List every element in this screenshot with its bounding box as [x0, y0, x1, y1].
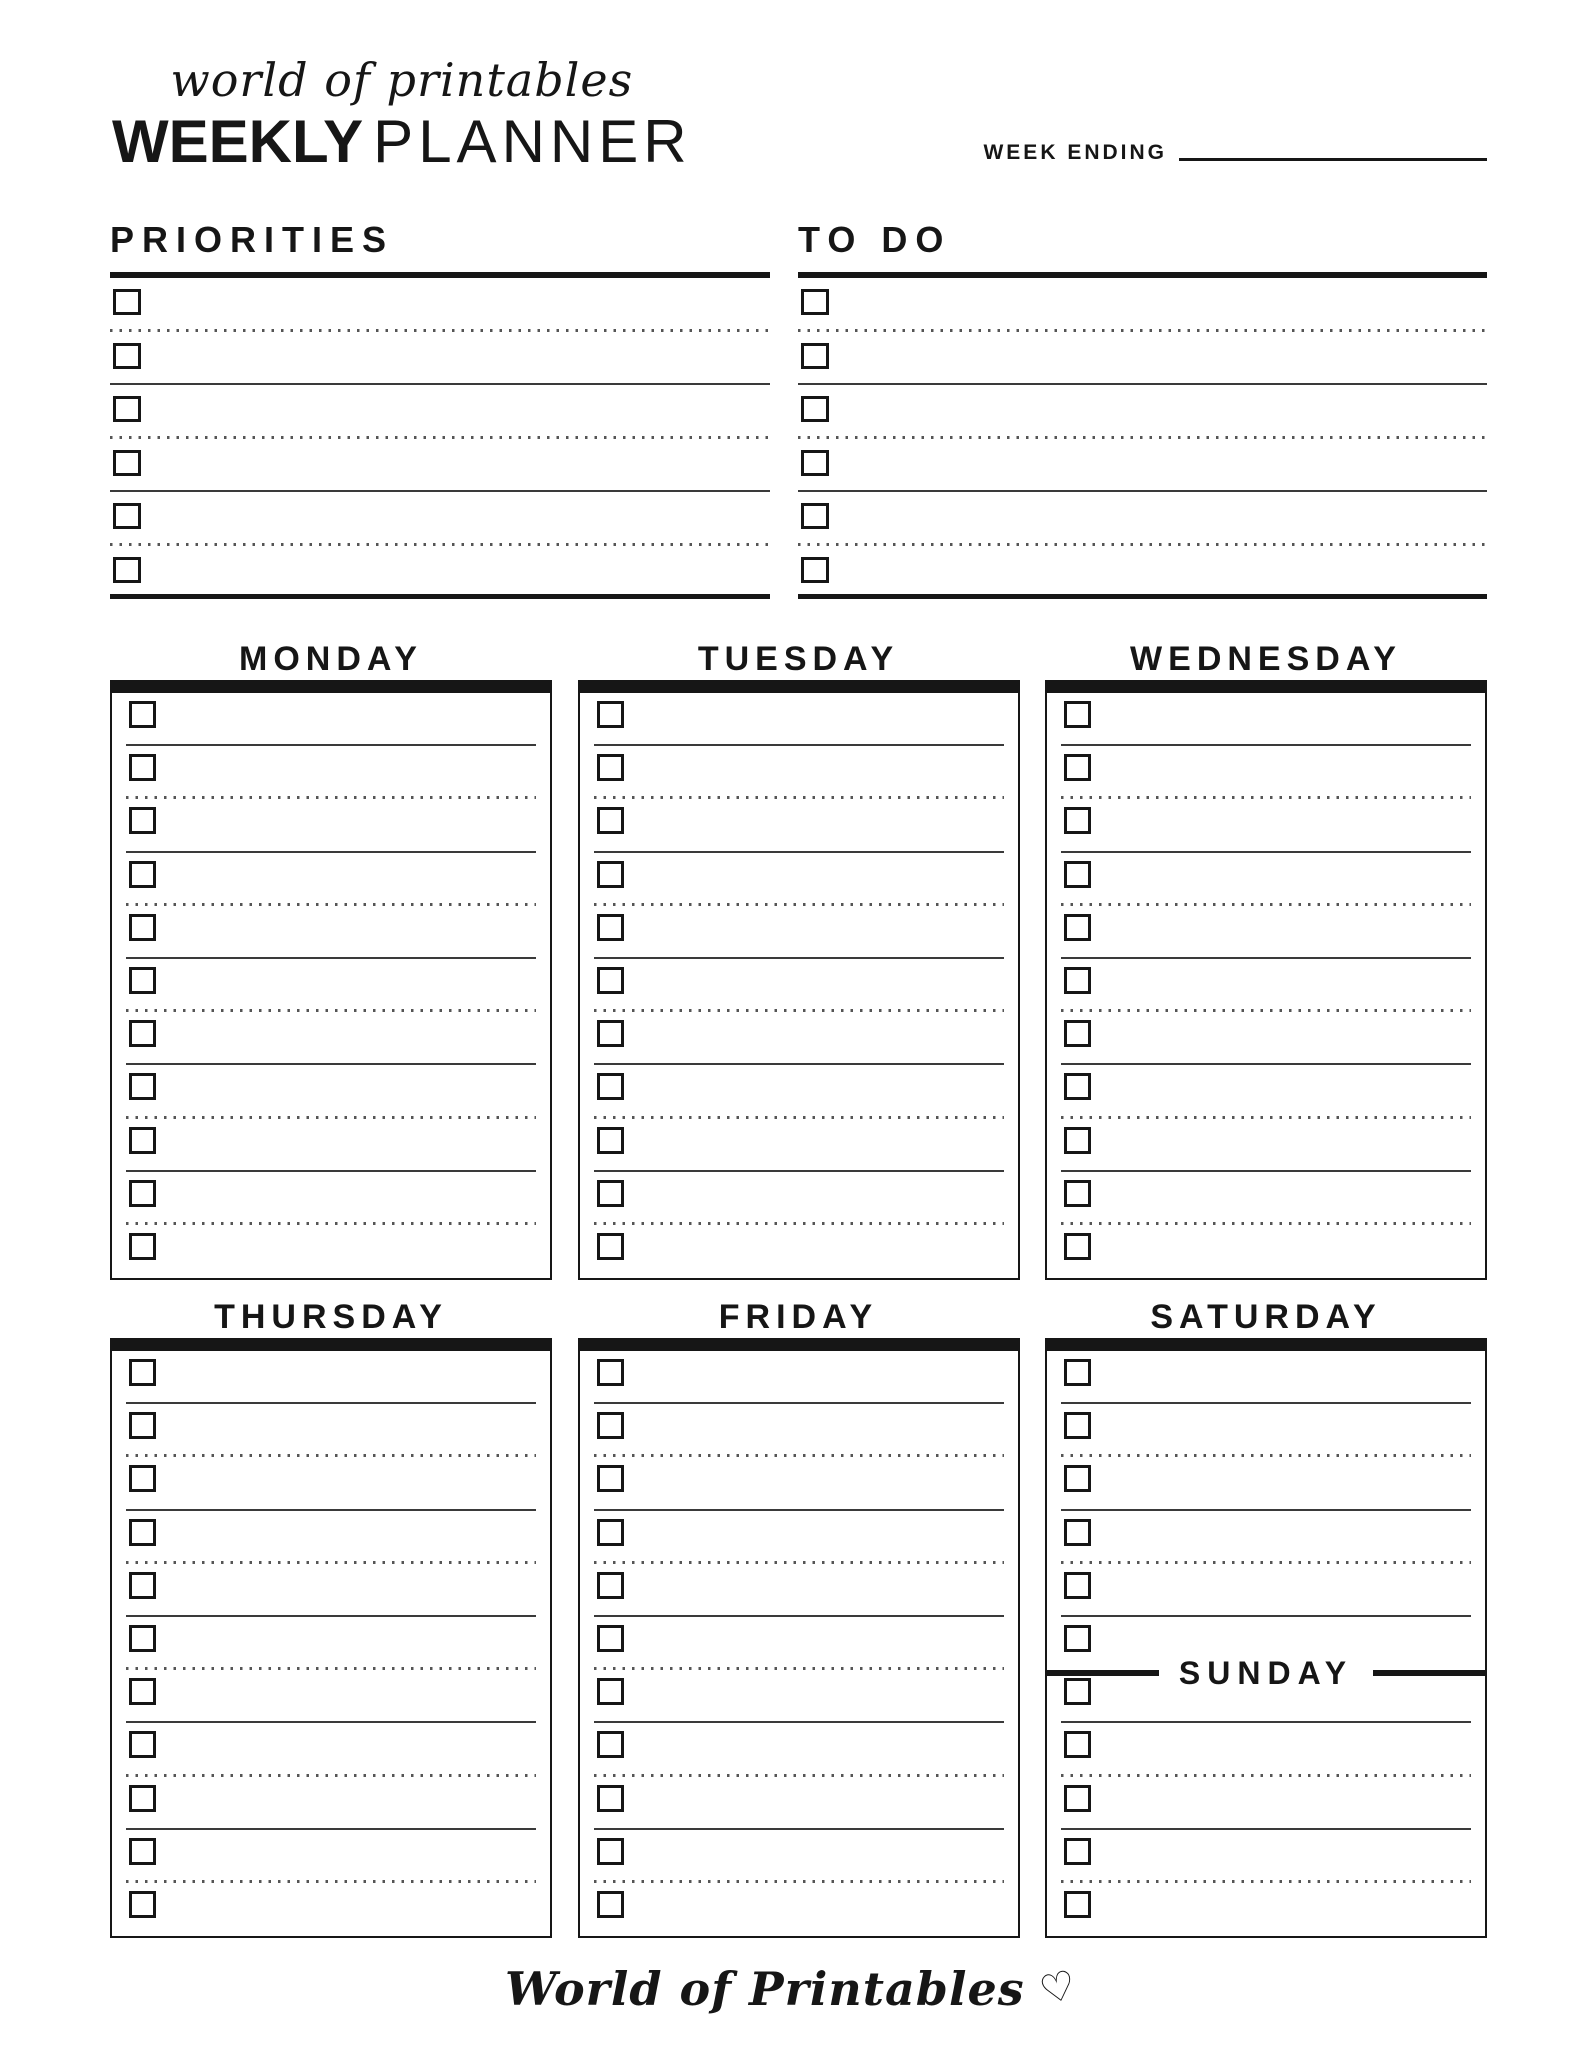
checkbox[interactable] [1064, 1073, 1091, 1100]
checkbox[interactable] [113, 503, 141, 529]
heart-icon: ♡ [1035, 1961, 1082, 2015]
checklist-row [1047, 959, 1485, 1012]
checkbox[interactable] [129, 1359, 156, 1386]
checklist-row [580, 693, 1018, 746]
checklist-row [1047, 1830, 1485, 1883]
checkbox[interactable] [1064, 807, 1091, 834]
checklist-row [1047, 693, 1485, 746]
checkbox[interactable] [1064, 1359, 1091, 1386]
checkbox[interactable] [1064, 1891, 1091, 1918]
checkbox[interactable] [129, 754, 156, 781]
checkbox[interactable] [597, 1180, 624, 1207]
checklist-row [112, 1670, 550, 1723]
checkbox[interactable] [1064, 1678, 1091, 1705]
checkbox[interactable] [1064, 861, 1091, 888]
checkbox[interactable] [1064, 701, 1091, 728]
checklist-row [798, 492, 1487, 546]
checklist-row [580, 1172, 1018, 1225]
day-box-thursday [110, 1338, 552, 1938]
checklist-row [112, 1225, 550, 1278]
checklist-row [1047, 1883, 1485, 1936]
checklist-row [1047, 1172, 1485, 1225]
checklist-row [112, 1883, 550, 1936]
checklist-row [798, 385, 1487, 439]
checklist-row [580, 1883, 1018, 1936]
checklist-row [112, 1065, 550, 1118]
checklist-row [1047, 1012, 1485, 1065]
checklist-row [110, 439, 770, 493]
checkbox[interactable] [129, 1127, 156, 1154]
checkbox[interactable] [1064, 1020, 1091, 1047]
checklist-row [580, 746, 1018, 799]
day-column-saturday-sunday [1045, 1300, 1487, 1938]
checklist-row [580, 1830, 1018, 1883]
section-bottom-rule [110, 594, 770, 599]
checklist-row [580, 1617, 1018, 1670]
checklist-row [580, 1670, 1018, 1723]
checkbox[interactable] [597, 1412, 624, 1439]
checkbox[interactable] [1064, 967, 1091, 994]
checklist-row [580, 1351, 1018, 1404]
checklist-row [112, 799, 550, 852]
todo-section [798, 219, 1487, 599]
checklist-row [580, 1564, 1018, 1617]
checklist-row [112, 906, 550, 959]
checkbox[interactable] [1064, 1572, 1091, 1599]
checklist-row [112, 1119, 550, 1172]
day-title-thursday: THURSDAY [214, 1298, 448, 1336]
checkbox[interactable] [597, 967, 624, 994]
brand-header [112, 50, 692, 188]
brand-script-logo: world of printables [170, 53, 634, 107]
checkbox[interactable] [129, 914, 156, 941]
page-title [112, 108, 692, 188]
checklist-row [110, 385, 770, 439]
checkbox[interactable] [129, 1572, 156, 1599]
checklist-row [110, 492, 770, 546]
checkbox[interactable] [1064, 1838, 1091, 1865]
checklist-row [112, 693, 550, 746]
day-box-tuesday [578, 680, 1020, 1280]
checklist-row [112, 1012, 550, 1065]
checkbox[interactable] [113, 450, 141, 476]
checkbox[interactable] [129, 1465, 156, 1492]
checklist-row [798, 332, 1487, 386]
footer [0, 1962, 1583, 2016]
checklist-row [580, 853, 1018, 906]
checklist-row [1047, 1617, 1485, 1692]
checkbox[interactable] [597, 1838, 624, 1865]
checkbox[interactable] [129, 1073, 156, 1100]
checkbox[interactable] [1064, 1625, 1091, 1652]
checklist-row [1047, 1404, 1485, 1457]
checklist-row [580, 1012, 1018, 1065]
title-planner: PLANNER [373, 108, 692, 175]
checkbox[interactable] [129, 1731, 156, 1758]
todo-title: TO DO [798, 219, 952, 260]
day-box-monday [110, 680, 552, 1280]
checklist-row [580, 1777, 1018, 1830]
days-row-2 [110, 1300, 1487, 1938]
checkbox[interactable] [597, 701, 624, 728]
checklist-row [1047, 1723, 1485, 1776]
checklist-row [580, 1119, 1018, 1172]
checkbox[interactable] [597, 1678, 624, 1705]
checklist-row [580, 1225, 1018, 1278]
footer-logo-text: World of Printables [505, 1962, 1025, 2016]
checkbox[interactable] [1064, 1127, 1091, 1154]
checklist-row [112, 1723, 550, 1776]
day-title-monday: MONDAY [239, 640, 423, 678]
checkbox[interactable] [1064, 1519, 1091, 1546]
checkbox[interactable] [801, 343, 829, 369]
checkbox[interactable] [801, 396, 829, 422]
checklist-row [112, 1457, 550, 1510]
checkbox[interactable] [129, 967, 156, 994]
checklist-row [112, 1564, 550, 1617]
day-column-friday [578, 1300, 1020, 1938]
day-title-friday: FRIDAY [718, 1298, 879, 1336]
checkbox[interactable] [129, 807, 156, 834]
checkbox[interactable] [597, 1073, 624, 1100]
checklist-row [110, 278, 770, 332]
top-lists [110, 219, 1487, 599]
checkbox[interactable] [113, 557, 141, 583]
divider-line [1373, 1670, 1485, 1676]
checklist-row [1047, 1065, 1485, 1118]
week-ending-label: WEEK ENDING [983, 141, 1167, 164]
checkbox[interactable] [129, 1838, 156, 1865]
priorities-list [110, 278, 770, 599]
checklist-row [580, 1065, 1018, 1118]
checkbox[interactable] [597, 1127, 624, 1154]
day-column-thursday [110, 1300, 552, 1938]
checklist-row [1047, 1351, 1485, 1404]
checklist-row [798, 278, 1487, 332]
checkbox[interactable] [597, 1625, 624, 1652]
checklist-row [1047, 1225, 1485, 1278]
checkbox[interactable] [129, 1625, 156, 1652]
checklist-row [1047, 1511, 1485, 1564]
checkbox[interactable] [113, 396, 141, 422]
checkbox[interactable] [1064, 914, 1091, 941]
checklist-row [1047, 799, 1485, 852]
checkbox[interactable] [801, 289, 829, 315]
checklist-row [580, 1457, 1018, 1510]
checkbox[interactable] [129, 1020, 156, 1047]
checkbox[interactable] [129, 1785, 156, 1812]
checklist-row [580, 1723, 1018, 1776]
checkbox[interactable] [801, 450, 829, 476]
checklist-row [112, 959, 550, 1012]
checkbox[interactable] [129, 1180, 156, 1207]
checkbox[interactable] [1064, 1412, 1091, 1439]
checklist-row [112, 746, 550, 799]
checkbox[interactable] [113, 289, 141, 315]
day-box-saturday-sunday [1045, 1338, 1487, 1938]
checklist-row [580, 799, 1018, 852]
priorities-title: PRIORITIES [110, 219, 395, 260]
checkbox[interactable] [597, 1731, 624, 1758]
checklist-row [798, 546, 1487, 600]
checkbox[interactable] [597, 1359, 624, 1386]
section-bottom-rule [798, 594, 1487, 599]
checklist-row [1047, 1119, 1485, 1172]
day-title-sunday: SUNDAY [1178, 1655, 1354, 1692]
checklist-row [580, 959, 1018, 1012]
checkbox[interactable] [1064, 1233, 1091, 1260]
checkbox[interactable] [597, 914, 624, 941]
checklist-row [112, 1404, 550, 1457]
checkbox[interactable] [1064, 1180, 1091, 1207]
day-box-friday [578, 1338, 1020, 1938]
checkbox[interactable] [1064, 754, 1091, 781]
checkbox[interactable] [597, 861, 624, 888]
week-ending-field [983, 140, 1487, 166]
checkbox[interactable] [1064, 1731, 1091, 1758]
priorities-section [110, 219, 770, 599]
checklist-row [580, 906, 1018, 959]
day-title-saturday: SATURDAY [1150, 1298, 1382, 1336]
checkbox[interactable] [597, 1785, 624, 1812]
checkbox[interactable] [801, 503, 829, 529]
checklist-row [112, 1830, 550, 1883]
checkbox[interactable] [597, 1891, 624, 1918]
checkbox[interactable] [113, 343, 141, 369]
checkbox[interactable] [129, 1412, 156, 1439]
checklist-row [112, 1172, 550, 1225]
checkbox[interactable] [597, 807, 624, 834]
divider-line [1047, 1670, 1159, 1676]
checklist-row [1047, 1777, 1485, 1830]
checklist-row [580, 1511, 1018, 1564]
day-column-monday [110, 642, 552, 1280]
checklist-row [1047, 1457, 1485, 1510]
checklist-row [110, 546, 770, 600]
checklist-row [1047, 746, 1485, 799]
checklist-row [112, 1617, 550, 1670]
week-ending-input-line[interactable] [1179, 158, 1487, 161]
day-title-tuesday: TUESDAY [697, 640, 900, 678]
checklist-row [1047, 906, 1485, 959]
checkbox[interactable] [129, 1678, 156, 1705]
checkbox[interactable] [597, 1519, 624, 1546]
checkbox[interactable] [597, 1572, 624, 1599]
day-title-wednesday: WEDNESDAY [1130, 640, 1402, 678]
day-box-wednesday [1045, 680, 1487, 1280]
checklist-row [1047, 1564, 1485, 1617]
checkbox[interactable] [1064, 1465, 1091, 1492]
checklist-row [110, 332, 770, 386]
checkbox[interactable] [597, 1020, 624, 1047]
checkbox[interactable] [129, 1891, 156, 1918]
checkbox[interactable] [597, 754, 624, 781]
checklist-row [112, 1351, 550, 1404]
checklist-row [112, 1777, 550, 1830]
checkbox[interactable] [129, 861, 156, 888]
checkbox[interactable] [597, 1233, 624, 1260]
title-weekly: WEEKLY [112, 108, 364, 175]
checkbox[interactable] [1064, 1785, 1091, 1812]
checklist-row [1047, 853, 1485, 906]
checkbox[interactable] [129, 1233, 156, 1260]
checklist-row [580, 1404, 1018, 1457]
checkbox[interactable] [129, 701, 156, 728]
checkbox[interactable] [597, 1465, 624, 1492]
checklist-row [112, 853, 550, 906]
checkbox[interactable] [129, 1519, 156, 1546]
todo-list [798, 278, 1487, 599]
days-row-1 [110, 642, 1487, 1280]
day-column-tuesday [578, 642, 1020, 1280]
checklist-row [112, 1511, 550, 1564]
checkbox[interactable] [801, 557, 829, 583]
checklist-row [798, 439, 1487, 493]
day-column-wednesday [1045, 642, 1487, 1280]
